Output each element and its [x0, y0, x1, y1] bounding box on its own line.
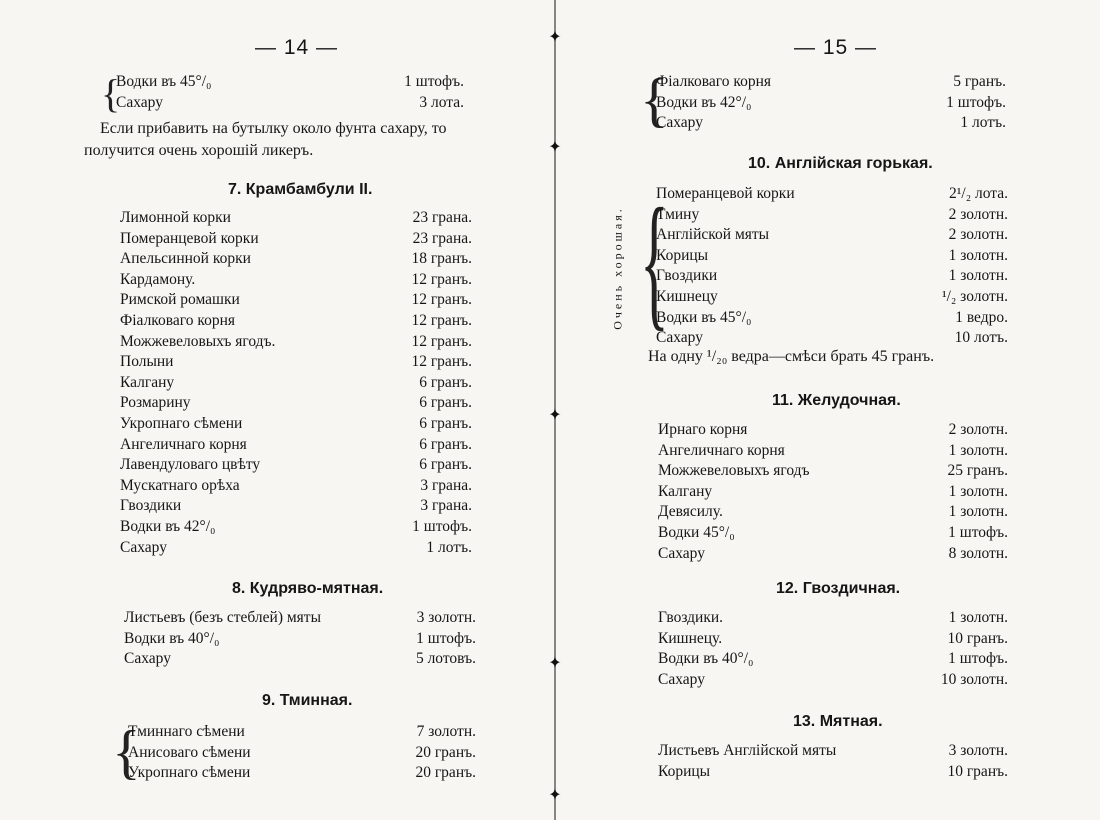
right-page [560, 0, 1100, 820]
ingredient-list [124, 608, 476, 670]
ingredient-row: Анисоваго сѣмени 20 гранъ. [128, 743, 476, 761]
ingredient-row: Сахару 3 лота. [116, 93, 464, 111]
ingredient-row: Гвоздики. 1 золотн. [658, 609, 1008, 626]
ingredient-row: Англійской мяты 2 золотн. [656, 226, 1008, 244]
ingredient-row: Водки въ 40°/₀ 1 штофъ. [658, 650, 1008, 668]
ingredient-row: Тминнаго сѣмени 7 золотн. [128, 723, 476, 740]
ingredient-row: Кардамону. 12 гранъ. [120, 270, 472, 288]
ingredient-row: Водки въ 45°/₀ 1 ведро. [656, 308, 1008, 326]
ingredient-row: Сахару 1 лотъ. [656, 114, 1006, 132]
ingredient-row: Можжевеловыхъ ягодъ 25 гранъ. [658, 462, 1008, 480]
side-label: Очень хорошая. [610, 206, 625, 330]
recipe-title: 9. Тминная. [262, 692, 353, 709]
ingredient-row: Листьевъ (безъ стеблей) мяты 3 золотн. [124, 609, 476, 626]
ingredient-row: Укропнаго сѣмени 20 гранъ. [128, 764, 476, 782]
ingredient-row: Фіалковаго корня 5 гранъ. [656, 73, 1006, 90]
ingredient-row: Можжевеловыхъ ягодъ. 12 гранъ. [120, 332, 472, 350]
recipe-title: 12. Гвоздичная. [776, 580, 901, 597]
stitch-mark: ✦ [548, 29, 562, 46]
ingredient-row: Водки въ 45°/₀ 1 штофъ. [116, 73, 464, 90]
ingredient-list [656, 184, 1008, 349]
stitch-mark: ✦ [548, 139, 562, 156]
brace: { [640, 178, 669, 344]
ingredient-row: Водки въ 42°/₀ 1 штофъ. [120, 517, 472, 535]
ingredient-row: Померанцевой корки 23 грана. [120, 229, 472, 247]
ingredient-row: Листьевъ Англійской мяты 3 золотн. [658, 742, 1008, 759]
ingredient-row: Калгану 1 золотн. [658, 482, 1008, 500]
ingredient-row: Ангеличнаго корня 6 гранъ. [120, 435, 472, 453]
recipe-title: 7. Крамбамбули II. [228, 181, 373, 198]
ingredient-list [120, 208, 472, 558]
ingredient-row: Укропнаго сѣмени 6 гранъ. [120, 414, 472, 432]
ingredient-row: Водки 45°/₀ 1 штофъ. [658, 523, 1008, 541]
ingredient-row: Апельсинной корки 18 гранъ. [120, 250, 472, 268]
recipe-note: На одну ¹/₂₀ ведра—смѣси брать 45 гранъ. [648, 348, 935, 365]
page-number: — 14 — [255, 36, 339, 59]
stitch-mark: ✦ [548, 655, 562, 672]
ingredient-row: Тмину 2 золотн. [656, 205, 1008, 223]
ingredient-row: Корицы 10 гранъ. [658, 762, 1008, 780]
ingredient-row: Сахару 5 лотовъ. [124, 650, 476, 668]
ingredient-row: Полыни 12 гранъ. [120, 353, 472, 371]
recipe-title: 13. Мятная. [793, 713, 883, 730]
brace: { [640, 67, 669, 133]
brace: { [101, 71, 121, 116]
brace: { [112, 719, 141, 785]
ingredient-list [658, 608, 1008, 690]
ingredient-list [658, 741, 1008, 782]
ingredient-row: Мускатнаго орѣха 3 грана. [120, 476, 472, 494]
ingredient-row: Кишнецу. 10 гранъ. [658, 629, 1008, 647]
ingredient-row: Лавендуловаго цвѣту 6 гранъ. [120, 456, 472, 474]
ingredient-row: Водки въ 40°/₀ 1 штофъ. [124, 629, 476, 647]
ingredient-list [116, 72, 464, 113]
ingredient-list [658, 420, 1008, 564]
stitch-mark: ✦ [548, 787, 562, 804]
recipe-title: 10. Англійская горькая. [748, 155, 933, 172]
ingredient-row: Девясилу. 1 золотн. [658, 503, 1008, 521]
ingredient-row: Римской ромашки 12 гранъ. [120, 291, 472, 309]
ingredient-row: Сахару 1 лотъ. [120, 538, 472, 556]
recipe-title: 8. Кудряво-мятная. [232, 580, 384, 597]
ingredient-row: Сахару 10 лотъ. [656, 329, 1008, 347]
ingredient-row: Кишнецу ¹/₂ золотн. [656, 287, 1008, 305]
paragraph: Если прибавить на бутылку около фунта сахару, то получится очень хорошій ликеръ. [84, 120, 447, 159]
ingredient-row: Лимонной корки 23 грана. [120, 209, 472, 226]
ingredient-row: Корицы 1 золотн. [656, 246, 1008, 264]
ingredient-row: Ангеличнаго корня 1 золотн. [658, 441, 1008, 459]
ingredient-row: Ирнаго корня 2 золотн. [658, 421, 1008, 438]
ingredient-row: Водки въ 42°/₀ 1 штофъ. [656, 93, 1006, 111]
ingredient-row: Гвоздики 3 грана. [120, 497, 472, 515]
ingredient-list [656, 72, 1006, 134]
ingredient-row: Сахару 10 золотн. [658, 670, 1008, 688]
ingredient-list [128, 722, 476, 784]
ingredient-row: Фіалковаго корня 12 гранъ. [120, 311, 472, 329]
ingredient-row: Померанцевой корки 2¹/₂ лота. [656, 185, 1008, 202]
ingredient-row: Гвоздики 1 золотн. [656, 267, 1008, 285]
ingredient-row: Сахару 8 золотн. [658, 544, 1008, 562]
ingredient-row: Калгану 6 гранъ. [120, 373, 472, 391]
recipe-title: 11. Желудочная. [772, 392, 901, 409]
stitch-mark: ✦ [548, 407, 562, 424]
ingredient-row: Розмарину 6 гранъ. [120, 394, 472, 412]
page-number: — 15 — [794, 36, 878, 59]
